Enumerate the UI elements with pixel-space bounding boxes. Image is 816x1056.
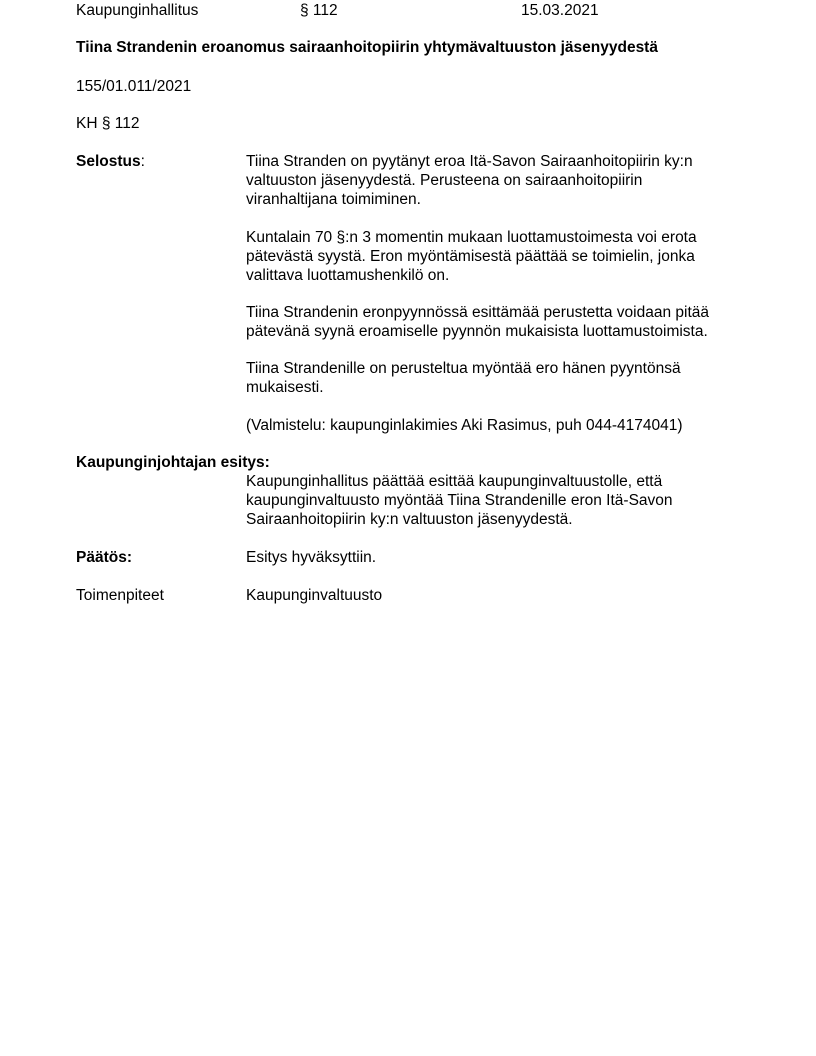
header-body-name: Kaupunginhallitus [76, 2, 199, 19]
selostus-label: Selostus: [76, 153, 145, 170]
header-date: 15.03.2021 [521, 2, 599, 19]
header-section: § 112 [300, 2, 338, 19]
kh-section: KH § 112 [76, 115, 140, 132]
selostus-paragraph-4: Tiina Strandenille on perusteltua myöntää ero hänen pyyntönsä mukaisesti. [246, 360, 681, 396]
selostus-paragraph-2: Kuntalain 70 §:n 3 momentin mukaan luottamustoimesta voi erota pätevästä syystä. Eron myöntämisestä päättää se toimielin, jonka valittava luottamushenkilö on. [246, 229, 697, 284]
record-number: 155/01.011/2021 [76, 78, 192, 95]
paatos-text: Esitys hyväksyttiin. [246, 549, 377, 566]
esitys-text: Kaupunginhallitus päättää esittää kaupunginvaltuustolle, että kaupunginvaltuusto myöntää Tiina Strandenille eron Itä-Savon Sairaanhoitopiirin ky:n valtuuston jäsenyydestä. [246, 473, 673, 528]
selostus-paragraph-1: Tiina Stranden on pyytänyt eroa Itä-Savon Sairaanhoitopiirin ky:n valtuuston jäsenyydestä. Perusteena on sairaanhoitopiirin viranhaltijana toimiminen. [246, 153, 693, 208]
paatos-label: Päätös: [76, 549, 132, 566]
toimenpiteet-label: Toimenpiteet [76, 587, 164, 604]
selostus-paragraph-3: Tiina Strandenin eronpyynnössä esittämää perustetta voidaan pitää pätevänä syynä eroamiselle pyynnön mukaisista luottamustoimista. [246, 304, 709, 340]
esitys-label: Kaupunginjohtajan esitys: [76, 454, 270, 471]
toimenpiteet-text: Kaupunginvaltuusto [246, 587, 383, 604]
document-title: Tiina Strandenin eroanomus sairaanhoitopiirin yhtymävaltuuston jäsenyydestä [76, 39, 658, 56]
valmistelu-note: (Valmistelu: kaupunginlakimies Aki Rasimus, puh 044-4174041) [246, 417, 683, 434]
